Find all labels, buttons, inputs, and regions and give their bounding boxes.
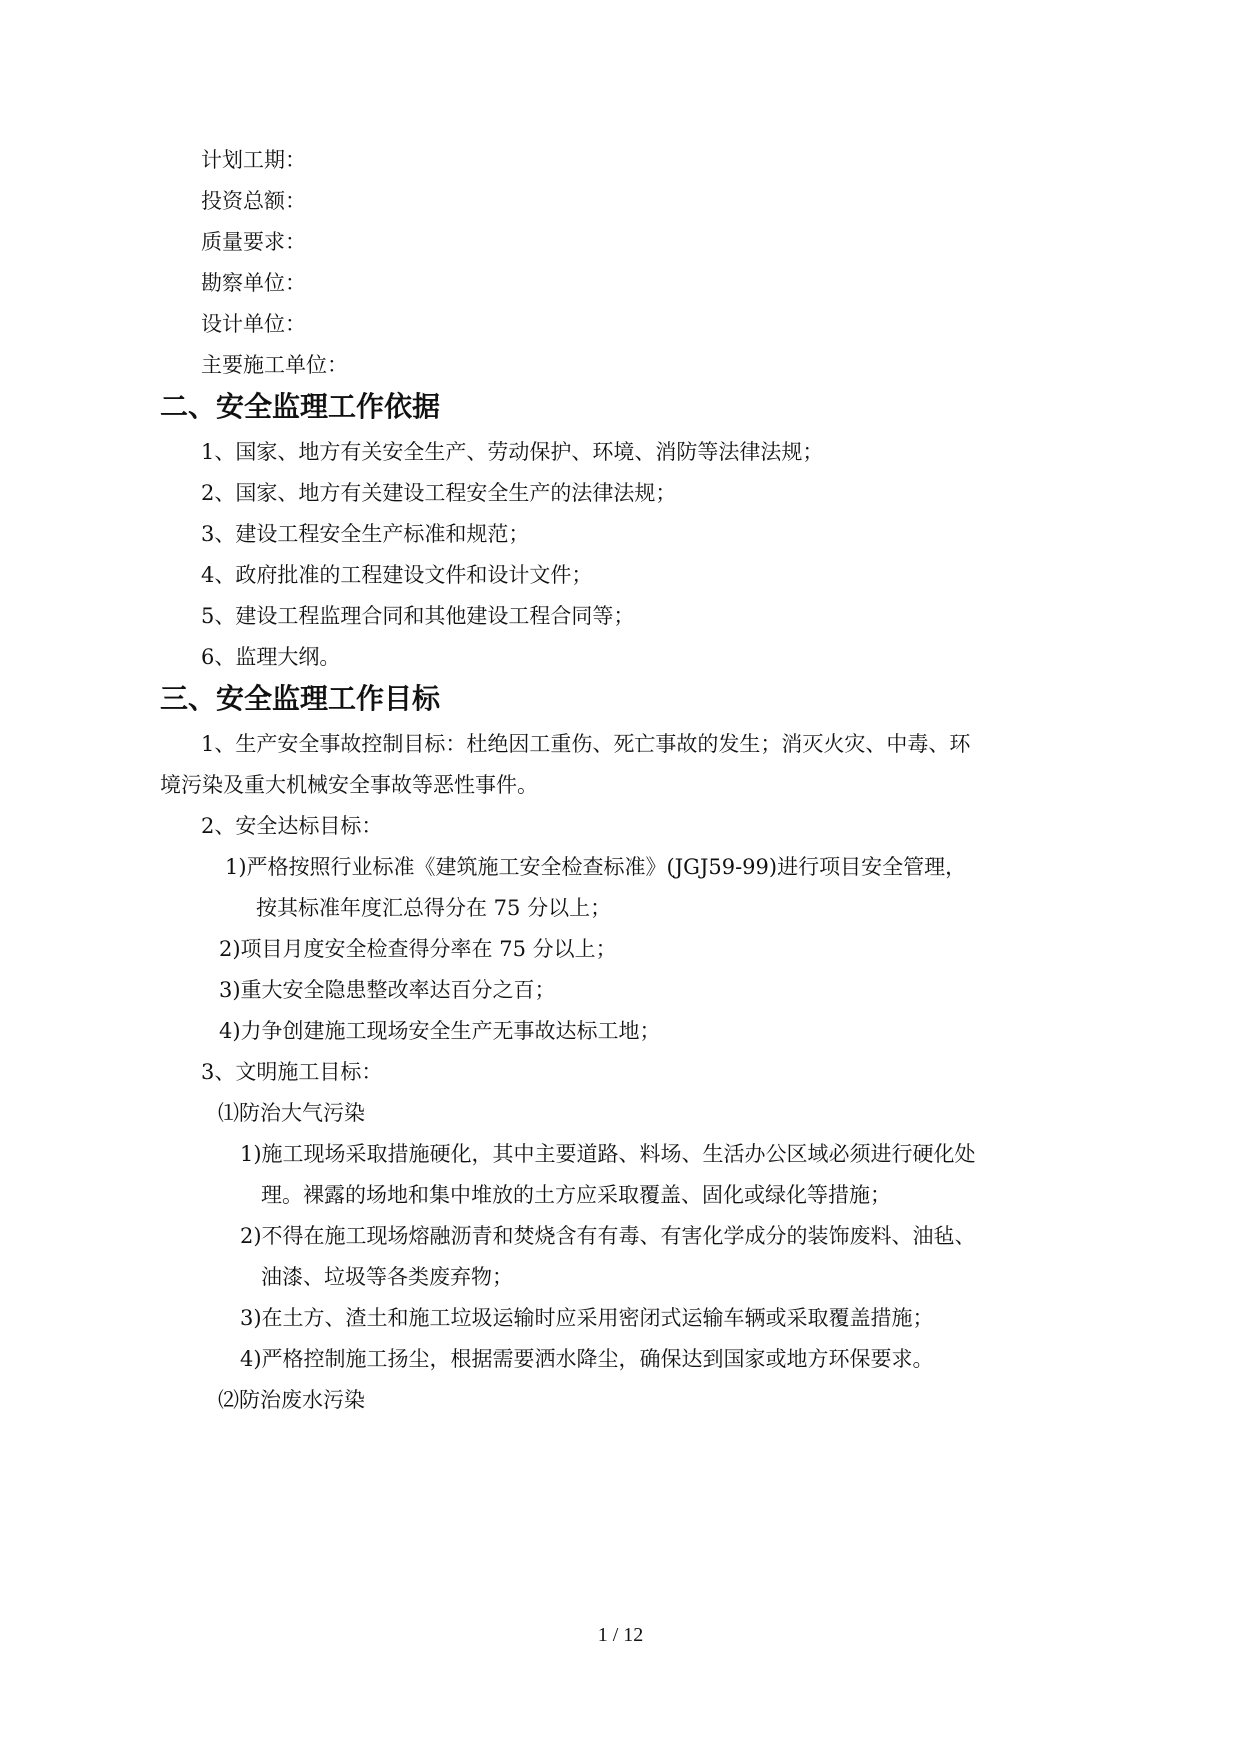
goal-1-text: 1、生产安全事故控制目标：杜绝因工重伤、死亡事故的发生；消灭火灾、中毒、环 (201, 732, 971, 756)
goal-1-text-cont: 境污染及重大机械安全事故等恶性事件。 (160, 773, 538, 797)
goal-2-item: 3)重大安全隐患整改率达百分之百； (219, 978, 556, 1002)
goal-2-item: 4)力争创建施工现场安全生产无事故达标工地； (219, 1019, 661, 1043)
air-item: 4)严格控制施工扬尘，根据需要洒水降尘，确保达到国家或地方环保要求。 (240, 1347, 934, 1371)
water-pollution-title: ⑵防治废水污染 (218, 1388, 365, 1412)
goal-2-title: 2、安全达标目标： (201, 814, 383, 838)
air-item-cont: 油漆、垃圾等各类废弃物； (261, 1265, 513, 1289)
basis-item: 5、建设工程监理合同和其他建设工程合同等； (201, 604, 635, 628)
air-item: 3)在土方、渣土和施工垃圾运输时应采用密闭式运输车辆或采取覆盖措施； (240, 1306, 934, 1330)
goal-2-item: 2)项目月度安全检查得分率在 75 分以上； (219, 937, 617, 961)
construction-unit-label: 主要施工单位： (201, 353, 348, 377)
schedule-label: 计划工期： (201, 148, 306, 172)
air-pollution-title: ⑴防治大气污染 (218, 1101, 365, 1125)
section-2-heading: 二、安全监理工作依据 (160, 390, 441, 423)
air-item: 2)不得在施工现场熔融沥青和焚烧含有有毒、有害化学成分的装饰废料、油毡、 (240, 1224, 976, 1248)
goal-3-title: 3、文明施工目标： (201, 1060, 383, 1084)
design-unit-label: 设计单位： (201, 312, 306, 336)
page-number: 1 / 12 (597, 1624, 644, 1646)
air-item-cont: 理。裸露的场地和集中堆放的土方应采取覆盖、固化或绿化等措施； (261, 1183, 891, 1207)
quality-label: 质量要求： (201, 230, 306, 254)
basis-item: 6、监理大纲。 (201, 645, 341, 669)
section-3-heading: 三、安全监理工作目标 (160, 682, 441, 715)
basis-item: 3、建设工程安全生产标准和规范； (201, 522, 530, 546)
basis-item: 4、政府批准的工程建设文件和设计文件； (201, 563, 593, 587)
investment-label: 投资总额： (201, 189, 306, 213)
basis-item: 2、国家、地方有关建设工程安全生产的法律法规； (201, 481, 677, 505)
goal-2-item-cont: 按其标准年度汇总得分在 75 分以上； (256, 896, 612, 920)
survey-unit-label: 勘察单位： (201, 271, 306, 295)
basis-item: 1、国家、地方有关安全生产、劳动保护、环境、消防等法律法规； (201, 440, 824, 464)
goal-2-item: 1)严格按照行业标准《建筑施工安全检查标准》(JGJ59-99)进行项目安全管理， (225, 855, 967, 879)
air-item: 1)施工现场采取措施硬化，其中主要道路、料场、生活办公区域必须进行硬化处 (240, 1142, 976, 1166)
